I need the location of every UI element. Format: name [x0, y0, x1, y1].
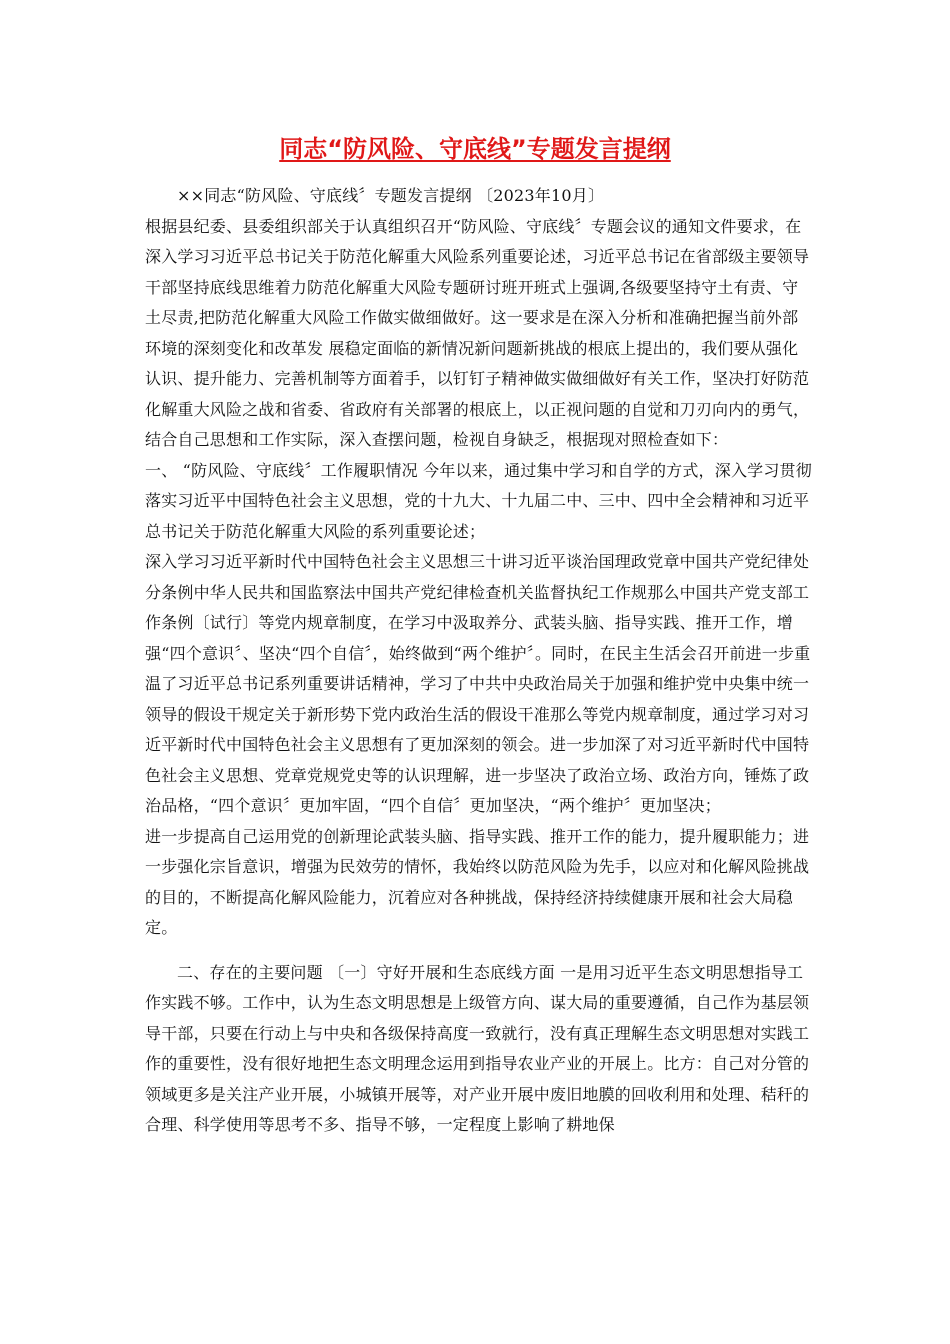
paragraph-study: 深入学习习近平新时代中国特色社会主义思想三十讲习近平谈治国理政党章中国共产党纪律处分条例中华人民共和国监察法中国共产党纪律检查机关监督执纪工作规那么中国共产党支部工作条例〔试行〕等党内规章制度，在学习中汲取养分、武装头脑、指导实践、推开工作，增强“四个意识〞、坚决“四个自信〞，始终做到“两个维护〞。同时，在民主生活会召开前进一步重温了习近平总书记系列重要讲话精神，学习了中共中央政治局关于加强和维护党中央集中统一领导的假设干规定关于新形势下党内政治生活的假设干准那么等党内规章制度，通过学习对习近平新时代中国特色社会主义思想有了更加深刻的领会。进一步加深了对习近平新时代中国特色社会主义思想、党章党规党史等的认识理解，进一步坚决了政治立场、政治方向，锤炼了政治品格，“四个意识〞更加牢固，“四个自信〞更加坚决，“两个维护〞更加坚决； — [145, 552, 811, 815]
paragraph-gap — [145, 944, 813, 958]
paragraph-ability: 进一步提高自己运用党的创新理论武装头脑、指导实践、推开工作的能力，提升履职能力；进一步强化宗旨意识，增强为民效劳的情怀，我始终以防范风险为先手，以应对和化解风险挑战的目的，不断提高化解风险能力，沉着应对各种挑战，保持经济持续健康开展和社会大局稳定。 — [145, 826, 810, 937]
paragraph-section-1: 一、 “防风险、守底线〞工作履职情况 今年以来，通过集中学习和自学的方式，深入学习贯彻落实习近平中国特色社会主义思想，党的十九大、十九届二中、三中、四中全会精神和习近平总书记关于防范化解重大风险的系列重要论述； — [145, 460, 812, 541]
paragraph-intro: 根据县纪委、县委组织部关于认真组织召开“防风险、守底线〞专题会议的通知文件要求，在深入学习习近平总书记关于防范化解重大风险系列重要论述，习近平总书记在省部级主要领导干部坚持底线思维着力防范化解重大风险专题研讨班开班式上强调,各级要坚持守土有责、守土尽责,把防范化解重大风险工作做实做细做好。这一要求是在深入分析和准确把握当前外部环境的深刻变化和改革发 展稳定面临的新情况新问题新挑战的根底上提出的，我们要从强化认识、提升能力、完善机制等方面着手，以钉钉子精神做实做细做好有关工作，坚决打好防范化解重大风险之战和省委、省政府有关部署的根底上，以正视问题的自觉和刀刃向内的勇气，结合自己思想和工作实际，深入查摆问题，检视自身缺乏，根据现对照检查如下： — [145, 216, 810, 449]
subtitle-line: ××同志“防风险、守底线〞专题发言提纲 〔2023年10月〕 — [177, 186, 605, 205]
paragraph-section-2: 二、存在的主要问题 〔一〕守好开展和生态底线方面 一是用习近平生态文明思想指导工作实践不够。工作中，认为生态文明思想是上级管方向、谋大局的重要遵循，自己作为基层领导干部，只要在行动上与中央和各级保持高度一致就行，没有真正理解生态文明思想对实践工作的重要性，没有很好地把生态文明理念运用到指导农业产业的开展上。比方：自己对分管的领域更多是关注产业开展，小城镇开展等，对产业开展中废旧地膜的回收利用和处理、秸秆的合理、科学使用等思考不多、指导不够，一定程度上影响了耕地保 — [145, 962, 810, 1134]
document-body — [145, 181, 813, 1141]
page-title: 同志“防风险、守底线”专题发言提纲 — [279, 135, 671, 163]
